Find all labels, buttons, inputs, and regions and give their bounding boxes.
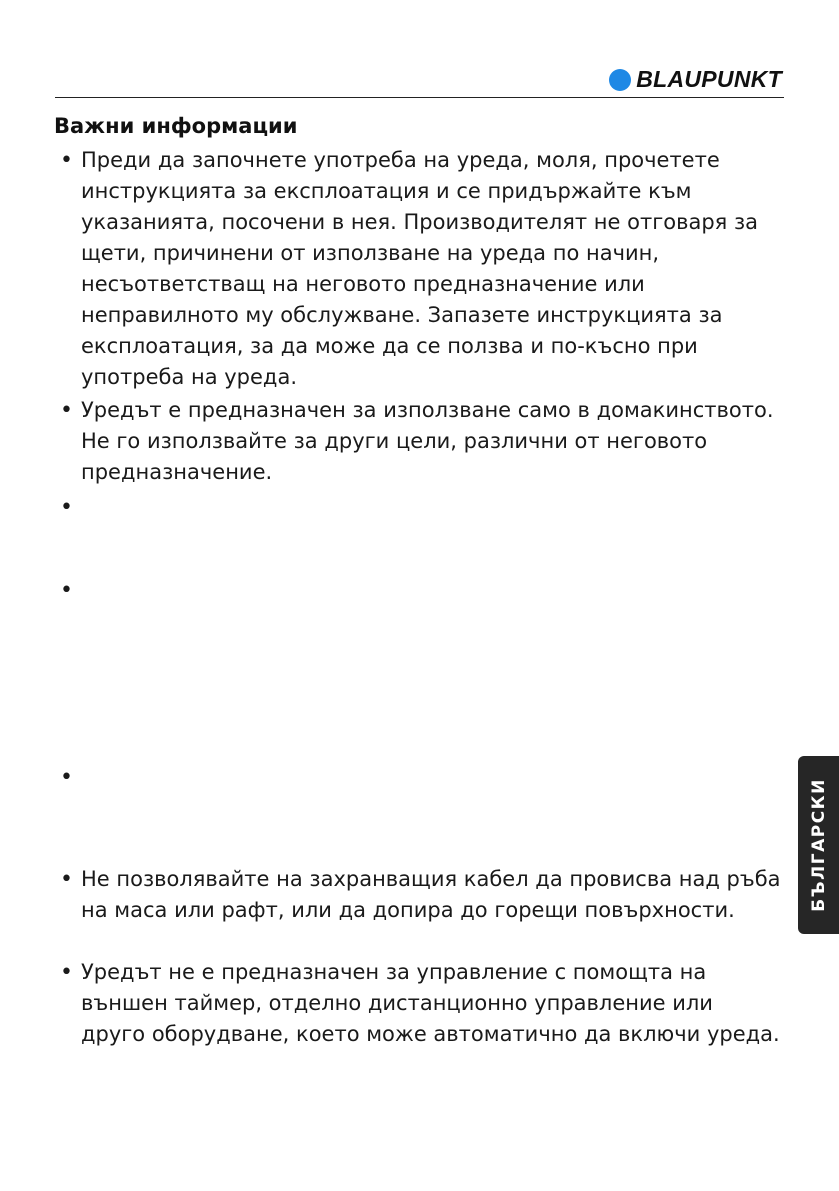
brand-logo xyxy=(609,66,782,93)
bullet-7: • xyxy=(60,960,73,985)
bullet-4: • xyxy=(60,578,73,603)
language-tab-label: БЪЛГАРСКИ xyxy=(808,778,829,912)
header-divider xyxy=(55,97,784,98)
bullet-3: • xyxy=(60,495,73,520)
language-tab xyxy=(798,756,839,934)
list-item-2: Уредът е предназначен за използване само в домакинството. Не го използвайте за други цели, различни от неговото предназначение. xyxy=(81,398,774,484)
bullet-1: • xyxy=(60,148,73,173)
list-item-6: Не позволявайте на захранващия кабел да провисва над ръба на маса или рафт, или да допира до горещи повърхности. xyxy=(81,867,781,922)
bullet-6: • xyxy=(60,867,73,892)
brand-name: BLAUPUNKT xyxy=(636,66,782,92)
bullet-2: • xyxy=(60,398,73,423)
bullet-5: • xyxy=(60,765,73,790)
list-item-7: Уредът не е предназначен за управление с помощта на външен таймер, отделно дистанционно управление или друго оборудване, което може автоматично да включи уреда. xyxy=(81,960,780,1046)
brand-dot-icon xyxy=(609,69,631,91)
list-item-1: Преди да започнете употреба на уреда, моля, прочетете инструкцията за експлоатация и се придържайте към указанията, посочени в нея. Производителят не отговаря за щети, причинени от използване на уреда по начин, несъответстващ на неговото предназначение или неправилното му обслужване. Запазете инструкцията за експлоатация, за да може да се ползва и по-късно при употреба на уреда. xyxy=(81,148,759,389)
section-title: Важни информации xyxy=(54,114,298,138)
